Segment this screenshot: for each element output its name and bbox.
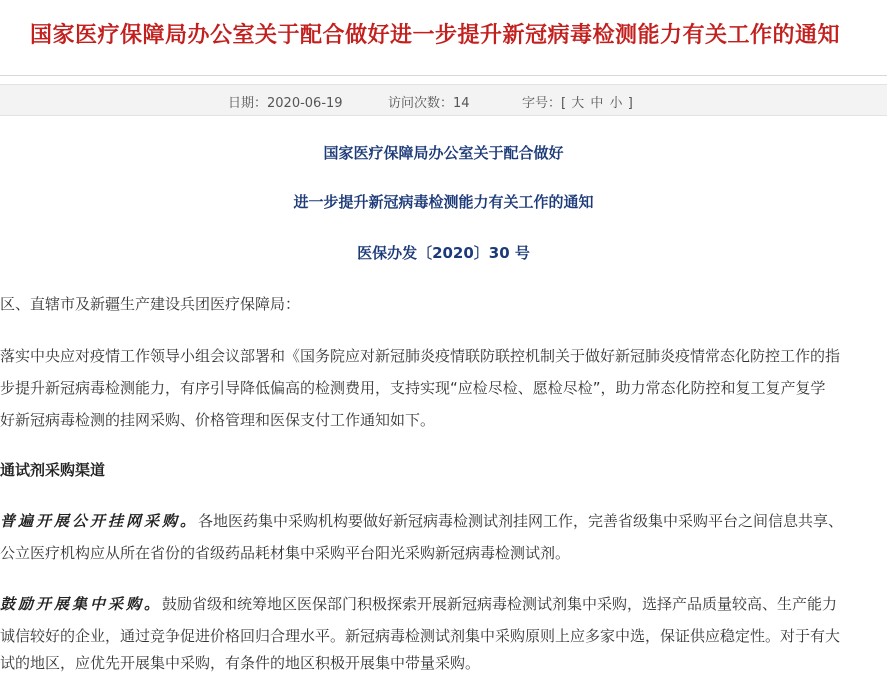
doc-number: 医保办发〔2020〕30 号 [357,244,530,262]
article-meta-bar [0,84,887,116]
item1-line1 [0,510,843,531]
publish-date-value: 2020-06-19 [267,96,343,111]
publish-date [228,92,343,111]
recipients-line: 区、直辖市及新疆生产建设兵团医疗保障局： [0,295,301,313]
font-size-selector [522,92,633,111]
item1-lead: 普遍开展公开挂网采购。 [0,512,199,530]
doc-heading-line1: 国家医疗保障局办公室关于配合做好 [323,144,564,162]
visit-count [388,92,470,111]
item1-text: 各地医药集中采购机构要做好新冠病毒检测试剂挂网工作，完善省级集中采购平台之间信息共享、 [198,512,844,530]
font-size-medium-button[interactable]: 中 [590,96,604,111]
item2-line2: 诚信较好的企业，通过竞争促进价格回归合理水平。新冠病毒检测试剂集中采购原则上应多家中选，保证供应稳定性。对于有大 [0,627,841,645]
item2-lead: 鼓励开展集中采购。 [0,595,163,613]
item2-text: 鼓励省级和统筹地区医保部门积极探索开展新冠病毒检测试剂集中采购，选择产品质量较高、生产能力 [162,595,838,613]
font-size-small-button[interactable]: 小 [609,96,623,111]
visit-count-value: 14 [453,96,470,111]
font-size-large-button[interactable]: 大 [571,96,585,111]
font-size-close-bracket: ] [627,96,633,111]
doc-heading-line2: 进一步提升新冠病毒检测能力有关工作的通知 [293,193,594,211]
page-title: 国家医疗保障局办公室关于配合做好进一步提升新冠病毒检测能力有关工作的通知 [30,23,841,48]
intro-paragraph-line1: 落实中央应对疫情工作领导小组会议部署和《国务院应对新冠肺炎疫情联防联控机制关于做好新冠肺炎疫情常态化防控工作的指 [0,347,841,365]
item2-line3: 试的地区，应优先开展集中采购，有条件的地区积极开展集中带量采购。 [0,654,481,672]
visit-count-label: 访问次数： [388,96,454,111]
item1-line2: 公立医疗机构应从所在省份的省级药品耗材集中采购平台阳光采购新冠病毒检测试剂。 [0,544,571,562]
section-heading: 通试剂采购渠道 [0,461,106,479]
intro-paragraph-line2: 步提升新冠病毒检测能力，有序引导降低偏高的检测费用，支持实现“应检尽检、愿检尽检”，助力常态化防控和复工复产复学 [0,379,826,397]
item2-line1 [0,593,837,614]
font-size-label: 字号：[ [522,96,567,111]
intro-paragraph-line3: 好新冠病毒检测的挂网采购、价格管理和医保支付工作通知如下。 [0,411,436,429]
publish-date-label: 日期： [228,96,268,111]
title-divider [0,75,887,76]
